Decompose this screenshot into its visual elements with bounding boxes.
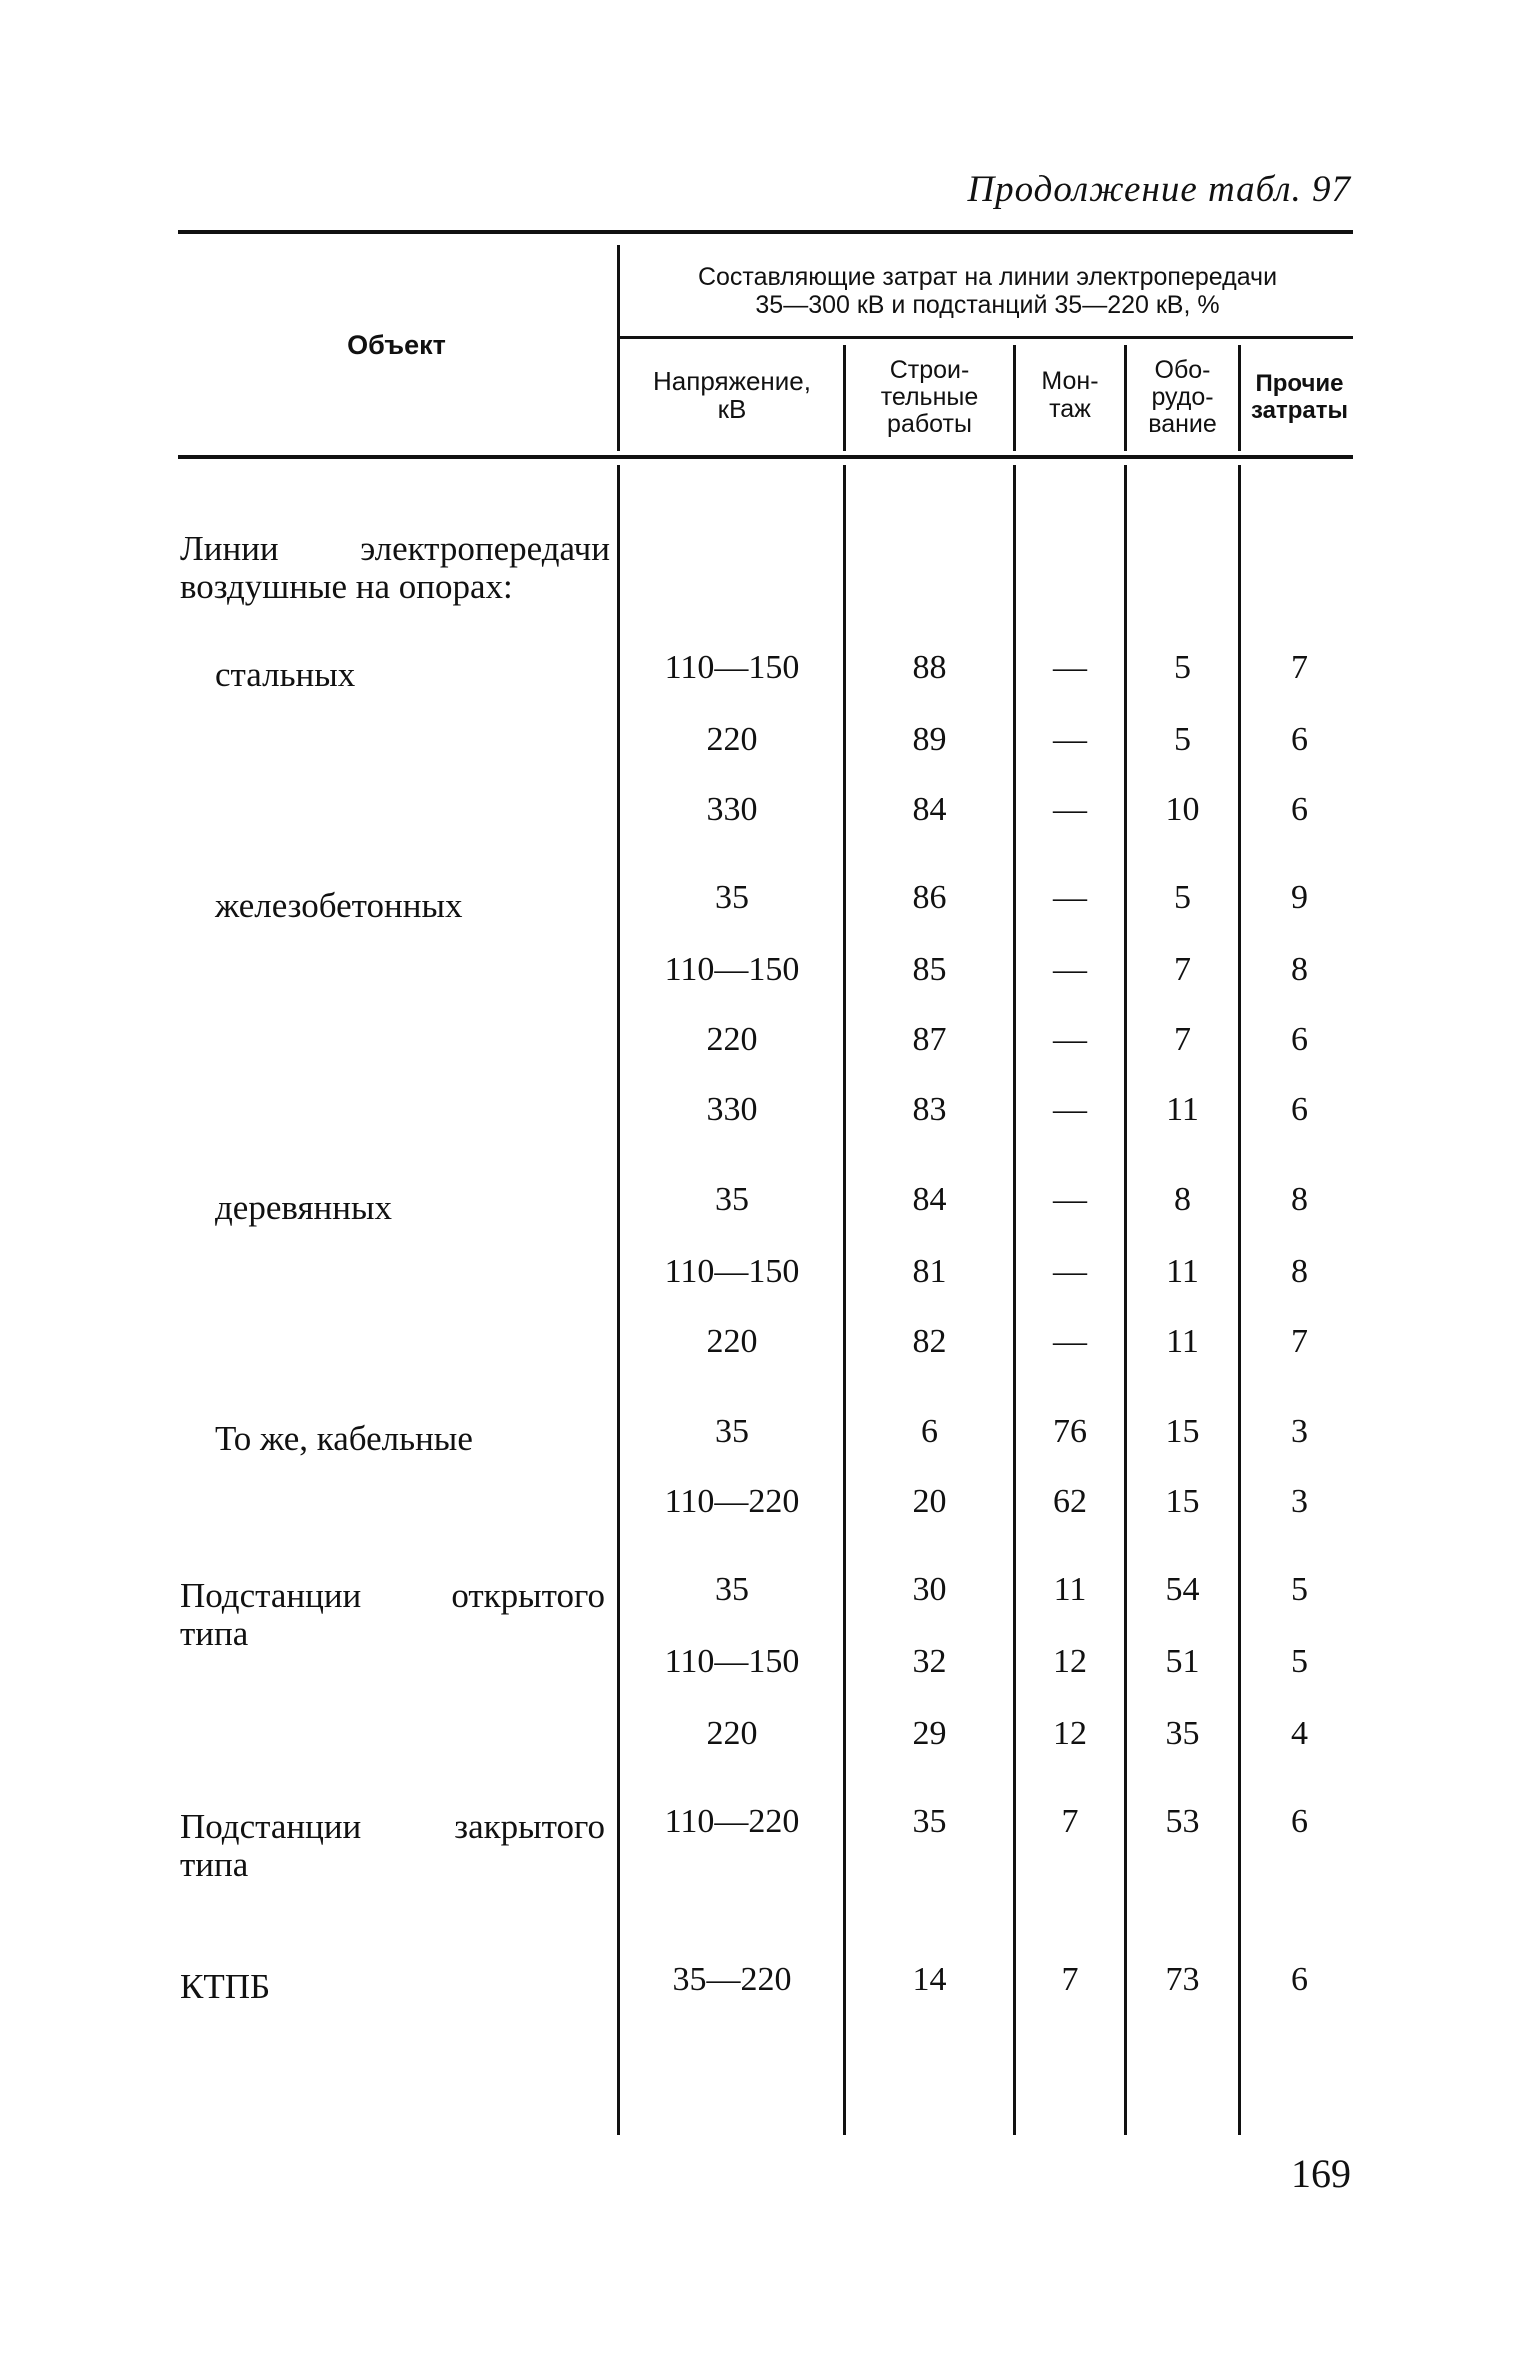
cell-construction: 83 <box>912 1091 947 1128</box>
cell-equipment: 73 <box>1165 1961 1200 1998</box>
column-header-other-line-2: затраты <box>1251 397 1348 424</box>
body-divider-3 <box>1124 465 1127 2135</box>
object-wooden-towers: деревянных <box>215 1188 393 1227</box>
cell-other: 6 <box>1291 791 1308 828</box>
cell-equipment: 7 <box>1174 951 1191 988</box>
cell-construction: 29 <box>912 1715 947 1752</box>
header-divider-1 <box>843 345 846 451</box>
cell-installation: — <box>1053 1181 1087 1218</box>
cell-installation: 12 <box>1053 1715 1087 1752</box>
cell-construction: 6 <box>921 1413 938 1450</box>
column-header-installation-line-2: таж <box>1049 395 1091 423</box>
column-header-voltage-line-1: Напряжение, <box>653 366 811 396</box>
cell-installation: 7 <box>1061 1961 1079 1998</box>
cell-other: 4 <box>1291 1715 1308 1752</box>
cell-equipment: 15 <box>1165 1483 1200 1520</box>
column-header-equipment-line-1: Обо- <box>1154 356 1211 384</box>
header-divider-2 <box>1013 345 1016 451</box>
cell-voltage: 35 <box>715 1413 749 1450</box>
header-divider-3 <box>1124 345 1127 451</box>
cell-construction: 84 <box>912 791 947 828</box>
group-header-line-1: Составляющие затрат на линии электропередачи <box>697 263 1278 291</box>
cell-voltage: 35 <box>715 1571 749 1608</box>
cell-voltage: 110—220 <box>664 1803 800 1840</box>
cell-voltage: 110—150 <box>664 951 800 988</box>
cell-construction: 82 <box>912 1323 947 1360</box>
cell-installation: 12 <box>1053 1643 1087 1680</box>
cell-construction: 87 <box>912 1021 947 1058</box>
object-steel-towers: стальных <box>215 655 356 694</box>
cell-voltage: 330 <box>706 791 758 828</box>
cell-other: 6 <box>1291 1803 1308 1840</box>
object-cable-lines: То же, кабельные <box>215 1419 473 1458</box>
header-divider-4 <box>1238 345 1241 451</box>
cell-voltage: 35—220 <box>672 1961 792 1998</box>
cell-construction: 14 <box>912 1961 947 1998</box>
object-column-header: Объект <box>347 330 446 360</box>
object-open-substations-line-2: типа <box>180 1614 249 1653</box>
cell-other: 7 <box>1291 649 1308 686</box>
cell-equipment: 15 <box>1165 1413 1200 1450</box>
group-header-line-2: 35—300 кВ и подстанций 35—220 кВ, % <box>755 291 1220 319</box>
cell-installation: 11 <box>1053 1571 1087 1608</box>
cell-equipment: 7 <box>1174 1021 1191 1058</box>
cell-voltage: 35 <box>715 1181 749 1218</box>
group-header <box>622 263 1353 319</box>
cell-equipment: 11 <box>1166 1253 1199 1290</box>
cell-construction: 85 <box>912 951 947 988</box>
object-overhead-lines-line-1: Линии электропередачи <box>180 529 610 568</box>
cell-voltage: 220 <box>706 1021 758 1058</box>
cell-installation: 7 <box>1061 1803 1079 1840</box>
cell-other: 6 <box>1291 1091 1308 1128</box>
cell-voltage: 220 <box>706 1715 758 1752</box>
column-header-equipment-line-3: вание <box>1148 410 1217 438</box>
body-divider-2 <box>1013 465 1016 2135</box>
cell-installation: 62 <box>1053 1483 1087 1520</box>
cell-other: 8 <box>1291 1253 1308 1290</box>
cell-installation: — <box>1053 791 1087 828</box>
column-header-other <box>1242 370 1357 424</box>
cell-equipment: 11 <box>1166 1091 1199 1128</box>
cell-equipment: 5 <box>1174 721 1191 758</box>
column-header-construction-line-1: Строи- <box>889 356 970 384</box>
cell-other: 3 <box>1291 1413 1308 1450</box>
page-number: 169 <box>1291 2151 1351 2196</box>
object-ktpb: КТПБ <box>180 1967 271 2006</box>
cell-equipment: 10 <box>1165 791 1200 828</box>
cell-construction: 20 <box>912 1483 947 1520</box>
cell-installation: — <box>1053 721 1087 758</box>
cell-voltage: 220 <box>706 721 758 758</box>
column-header-equipment <box>1128 357 1237 438</box>
column-header-voltage-line-2: кВ <box>717 394 747 424</box>
cell-other: 6 <box>1291 1021 1308 1058</box>
cell-construction: 84 <box>912 1181 947 1218</box>
cell-other: 5 <box>1291 1571 1308 1608</box>
cell-voltage: 110—150 <box>664 1253 800 1290</box>
cell-other: 5 <box>1291 1643 1308 1680</box>
cell-construction: 86 <box>912 879 947 916</box>
cell-equipment: 51 <box>1165 1643 1200 1680</box>
cell-construction: 30 <box>912 1571 947 1608</box>
cell-equipment: 5 <box>1174 879 1191 916</box>
cell-installation: — <box>1053 951 1087 988</box>
object-overhead-lines <box>180 530 610 606</box>
column-header-voltage <box>622 367 842 423</box>
cell-construction: 88 <box>912 649 947 686</box>
object-closed-substations <box>180 1808 605 1884</box>
cell-other: 6 <box>1291 1961 1308 1998</box>
column-header-installation <box>1017 367 1123 423</box>
cell-installation: — <box>1053 879 1087 916</box>
column-header-construction-line-3: работы <box>887 410 972 438</box>
object-closed-substations-line-2: типа <box>180 1845 249 1884</box>
column-header-other-line-1: Прочие <box>1255 370 1344 397</box>
cell-installation: — <box>1053 1323 1087 1360</box>
column-header-construction-line-2: тельные <box>880 383 979 411</box>
column-header-installation-line-1: Мон- <box>1041 367 1099 395</box>
cell-other: 9 <box>1291 879 1308 916</box>
cell-equipment: 53 <box>1165 1803 1200 1840</box>
table-caption: Продолжение табл. 97 <box>967 169 1351 210</box>
body-divider-4 <box>1238 465 1241 2135</box>
cell-other: 6 <box>1291 721 1308 758</box>
cell-equipment: 8 <box>1174 1181 1191 1218</box>
object-open-substations <box>180 1577 605 1653</box>
cell-equipment: 35 <box>1165 1715 1200 1752</box>
cell-installation: — <box>1053 649 1087 686</box>
column-header-construction <box>847 357 1012 438</box>
cell-construction: 81 <box>912 1253 947 1290</box>
group-rule <box>620 336 1353 339</box>
cell-equipment: 54 <box>1165 1571 1200 1608</box>
cell-other: 7 <box>1291 1323 1308 1360</box>
cell-equipment: 11 <box>1166 1323 1199 1360</box>
header-divider-object <box>617 245 620 451</box>
cell-construction: 32 <box>912 1643 947 1680</box>
column-header-equipment-line-2: рудо- <box>1151 383 1214 411</box>
cell-equipment: 5 <box>1174 649 1191 686</box>
cell-installation: — <box>1053 1091 1087 1128</box>
cell-installation: — <box>1053 1021 1087 1058</box>
cell-installation: — <box>1053 1253 1087 1290</box>
cell-voltage: 35 <box>715 879 749 916</box>
object-open-substations-line-1: Подстанции открытого <box>180 1576 605 1615</box>
cell-construction: 35 <box>912 1803 947 1840</box>
object-closed-substations-line-1: Подстанции закрытого <box>180 1807 605 1846</box>
cell-voltage: 110—220 <box>664 1483 800 1520</box>
cell-voltage: 220 <box>706 1323 758 1360</box>
object-overhead-lines-line-2: воздушные на опорах: <box>180 567 513 606</box>
cell-voltage: 110—150 <box>664 649 800 686</box>
top-rule <box>178 230 1353 234</box>
body-divider-object <box>617 465 620 2135</box>
cell-voltage: 330 <box>706 1091 758 1128</box>
cell-installation: 76 <box>1053 1413 1087 1450</box>
header-bottom-rule <box>178 455 1353 459</box>
body-divider-1 <box>843 465 846 2135</box>
cell-other: 8 <box>1291 1181 1308 1218</box>
cell-other: 8 <box>1291 951 1308 988</box>
object-concrete-towers: железобетонных <box>215 886 463 925</box>
cell-other: 3 <box>1291 1483 1308 1520</box>
cell-construction: 89 <box>912 721 947 758</box>
cell-voltage: 110—150 <box>664 1643 800 1680</box>
